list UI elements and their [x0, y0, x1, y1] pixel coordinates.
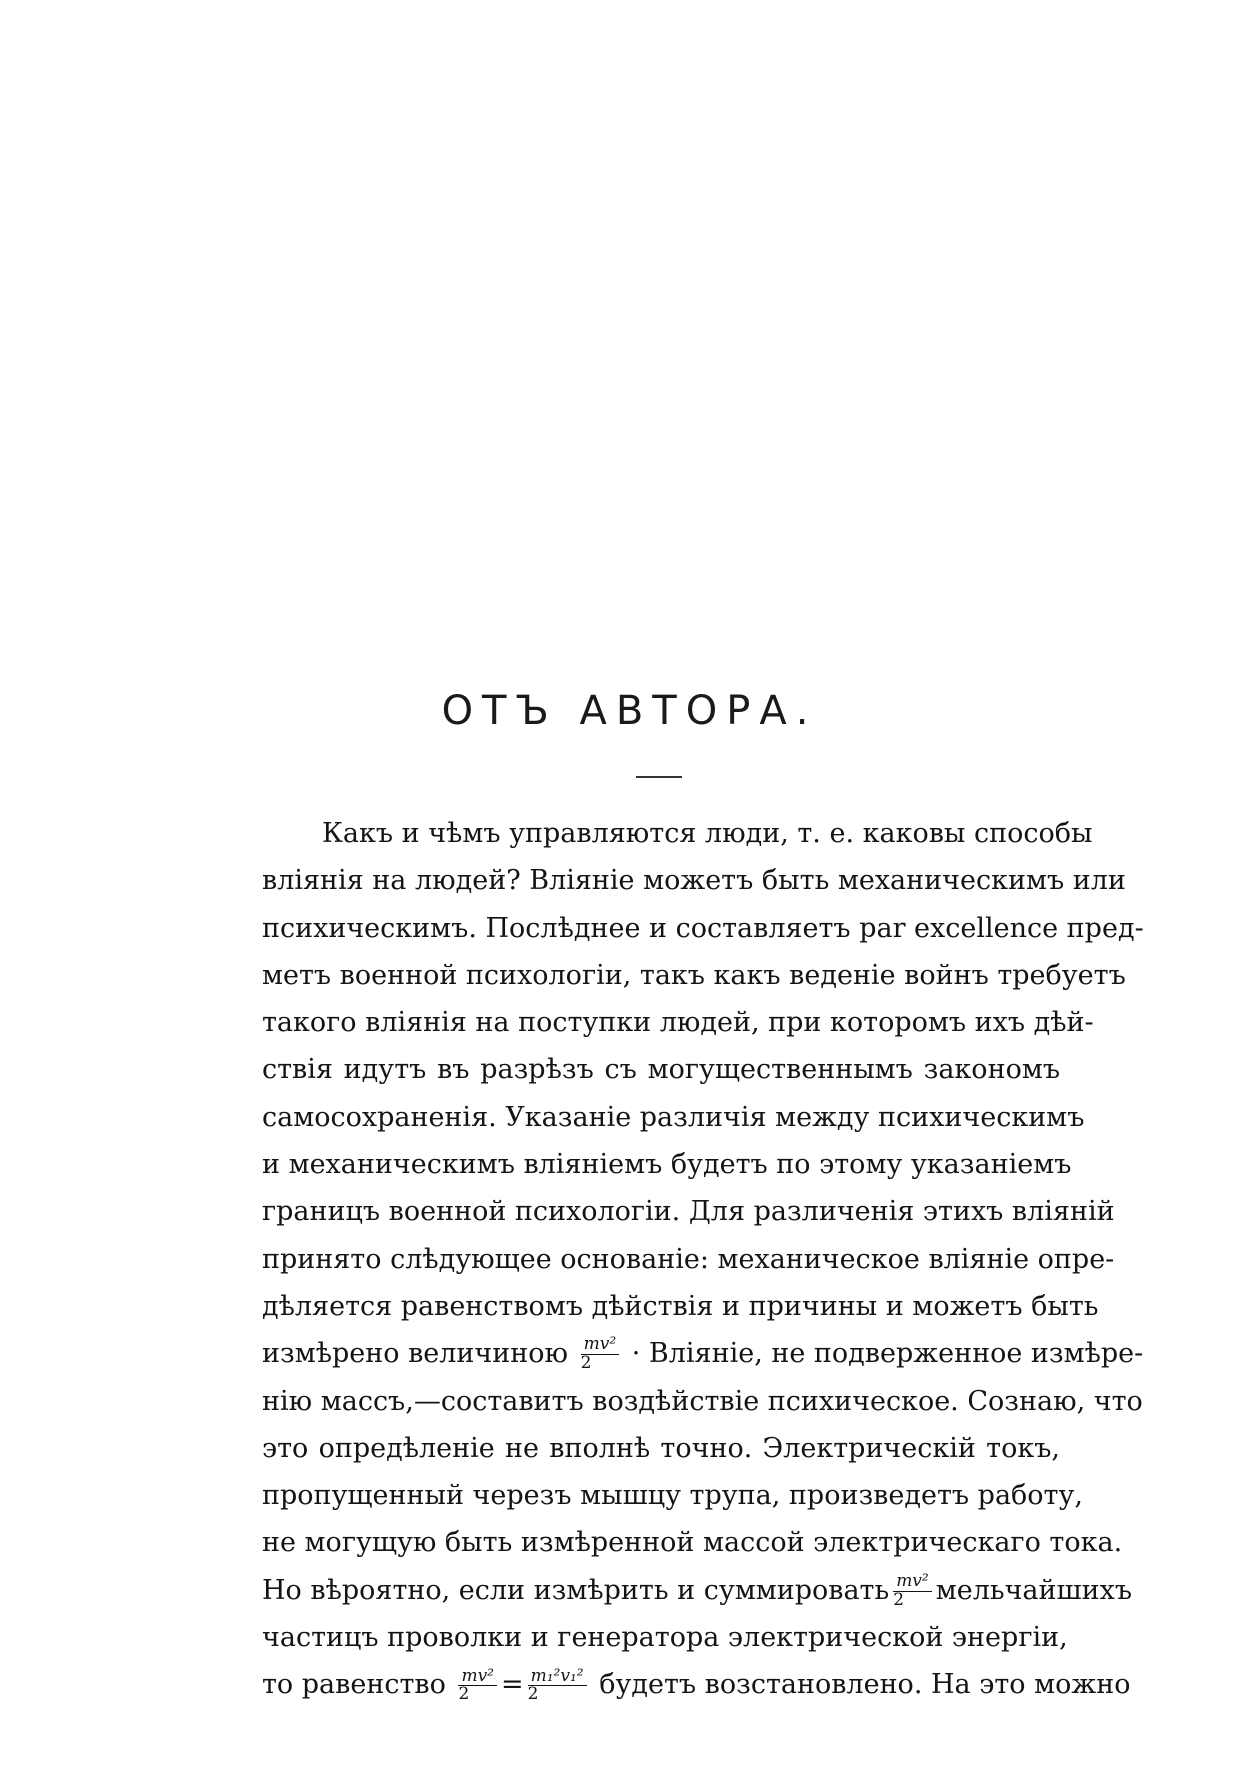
text-line: пропущенный черезъ мышцу трупа, произведетъ работу,	[262, 1480, 1083, 1512]
text-segment: · Вліяніе, не подверженное измѣре-	[631, 1338, 1144, 1370]
body-text	[262, 810, 1144, 1705]
text-line: ствія идутъ въ разрѣзъ съ могущественнымъ закономъ	[262, 1054, 1060, 1086]
text-line: это опредѣленіе не вполнѣ точно. Электрическій токъ,	[262, 1432, 1060, 1464]
text-segment: мельчайшихъ	[935, 1574, 1133, 1606]
text-line: нію массъ,—составитъ воздѣйствіе психическое. Сознаю, что	[262, 1385, 1143, 1417]
fraction-denominator: 2	[527, 1684, 539, 1705]
fraction-denominator: 2	[893, 1589, 905, 1610]
text-segment: будетъ возстановлено. На это можно	[599, 1669, 1131, 1701]
text-line: самосохраненія. Указаніе различія между психическимъ	[262, 1101, 1085, 1133]
equals-sign: =	[501, 1669, 524, 1701]
text-line: принято слѣдующее основаніе: механическое вліяніе опре-	[262, 1243, 1115, 1275]
text-line: психическимъ. Послѣднее и составляетъ par excellence пред-	[262, 912, 1144, 944]
text-line: частицъ проволки и генератора электрической энергіи,	[262, 1622, 1068, 1654]
text-line: метъ военной психологіи, такъ какъ веденіе войнъ требуетъ	[262, 959, 1126, 991]
text-line: такого вліянія на поступки людей, при которомъ ихъ дѣй-	[262, 1007, 1094, 1039]
chapter-heading: ОТЪ АВТОРА.	[441, 688, 818, 734]
fraction-denominator: 2	[458, 1684, 470, 1705]
text-line: дѣляется равенствомъ дѣйствія и причины и можетъ быть	[262, 1290, 1099, 1322]
heading-divider	[636, 776, 682, 778]
fraction-numerator: mv²	[458, 1668, 497, 1687]
text-line-with-formula	[262, 1330, 1144, 1377]
fraction-mv2	[458, 1665, 497, 1705]
text-line: не могущую быть измѣренной массой электрическаго тока.	[262, 1527, 1123, 1559]
fraction-numerator: mv²	[581, 1336, 620, 1355]
text-line: вліянія на людей? Вліяніе можетъ быть механическимъ или	[262, 865, 1126, 897]
fraction-denominator: 2	[580, 1353, 592, 1374]
fraction-mv2	[893, 1570, 932, 1610]
text-line: и механическимъ вліяніемъ будетъ по этому указаніемъ	[262, 1149, 1072, 1181]
fraction-numerator: m₁²v₁²	[528, 1668, 587, 1687]
text-segment: Но вѣроятно, если измѣрить и суммировать	[262, 1574, 890, 1606]
text-line-with-formula	[262, 1661, 1131, 1705]
text-line: Какъ и чѣмъ управляются люди, т. е. каковы способы	[322, 818, 1093, 849]
fraction-mv2	[581, 1336, 620, 1373]
text-segment: измѣрено величиною	[262, 1338, 569, 1370]
text-line: границъ военной психологіи. Для различенія этихъ вліяній	[262, 1196, 1115, 1228]
fraction-m1v1	[527, 1665, 587, 1705]
text-line-with-formula	[262, 1567, 1133, 1614]
fraction-numerator: mv²	[893, 1573, 932, 1592]
text-segment: то равенство	[262, 1669, 446, 1701]
